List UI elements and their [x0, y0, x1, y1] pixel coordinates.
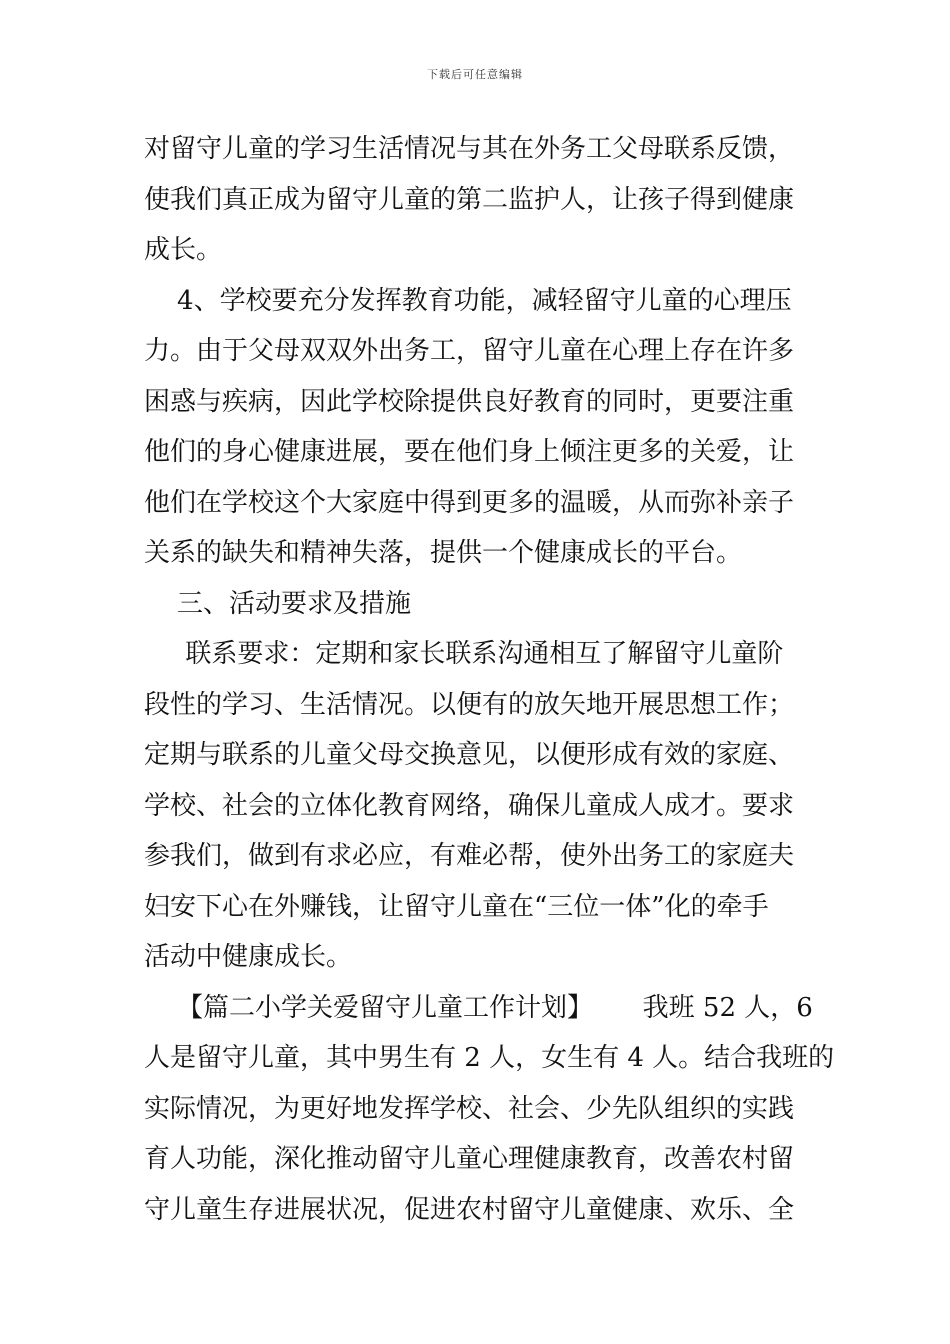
text-line: 妇安下心在外赚钱，让留守儿童在“三位一体”化的牵手 [144, 891, 769, 922]
text-line: 学校、社会的立体化教育网络，确保儿童成人成才。要求 [144, 790, 795, 821]
text-line: 实际情况，为更好地发挥学校、社会、少先队组织的实践 [144, 1093, 795, 1124]
text-line: 活动中健康成长。 [144, 942, 353, 972]
text-line: 联系要求：定期和家长联系沟通相互了解留守儿童阶 [144, 639, 784, 669]
text-line: 对留守儿童的学习生活情况与其在外务工父母联系反馈， [144, 134, 795, 164]
text-line: 关系的缺失和精神失落，提供一个健康成长的平台。 [144, 538, 743, 568]
text-line: 定期与联系的儿童父母交换意见，以便形成有效的家庭、 [144, 740, 795, 770]
text-line: 他们在学校这个大家庭中得到更多的温暖，从而弥补亲子 [144, 487, 795, 518]
text-line: 育人功能，深化推动留守儿童心理健康教育，改善农村留 [144, 1144, 795, 1174]
text-line: 他们的身心健康进展，要在他们身上倾注更多的关爱，让 [144, 437, 795, 467]
text-line: 力。由于父母双双外出务工，留守儿童在心理上存在许多 [144, 336, 795, 366]
section-heading: 三、活动要求及措施 [144, 588, 412, 619]
text-line: 4、学校要充分发挥教育功能，减轻留守儿童的心理压 [144, 285, 792, 316]
text-line: 段性的学习、生活情况。以便有的放矢地开展思想工作； [144, 689, 795, 720]
text-line: 参我们，做到有求必应，有难必帮，使外出务工的家庭夫 [144, 841, 795, 871]
text-line: 使我们真正成为留守儿童的第二监护人，让孩子得到健康 [144, 184, 795, 215]
document-body [144, 124, 835, 1235]
text-line: 人是留守儿童，其中男生有 2 人，女生有 4 人。结合我班的 [144, 1043, 835, 1073]
text-line: 困惑与疾病，因此学校除提供良好教育的同时，更要注重 [144, 386, 795, 417]
text-line: 成长。 [144, 235, 223, 265]
page-header: 下载后可任意编辑 [427, 68, 523, 81]
text-line: 【篇二小学关爱留守儿童工作计划】 我班 52 人，6 [144, 992, 813, 1023]
text-line: 守儿童生存进展状况，促进农村留守儿童健康、欢乐、全 [144, 1194, 795, 1225]
